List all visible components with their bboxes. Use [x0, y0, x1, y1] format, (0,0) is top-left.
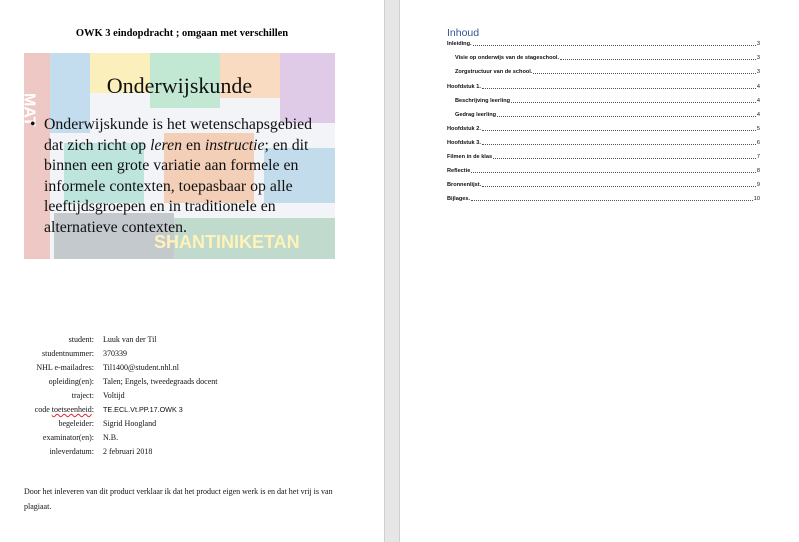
detail-value: 370339 — [103, 349, 127, 358]
bullet-text-part: Onderwijskunde is het wetenschapsgebied dat zich richt op — [44, 116, 313, 154]
toc-leader — [493, 157, 756, 159]
detail-label-prefix: code — [34, 405, 52, 414]
toc-leader — [511, 101, 756, 103]
detail-label: studentnummer: — [42, 349, 94, 358]
toc-entry-text: Zorgstructuur van de school. — [455, 69, 533, 75]
detail-label: NHL e-mailadres: — [36, 363, 94, 372]
toc-entry-page: 3 — [756, 41, 760, 47]
toc-entry[interactable] — [447, 84, 760, 90]
toc-entry-text: Reflectie — [447, 168, 471, 174]
detail-label: student: — [68, 335, 94, 344]
toc-entry-page: 10 — [753, 196, 760, 202]
detail-label-suffix: : — [91, 405, 94, 414]
toc-entry-text: Inleiding. — [447, 41, 472, 47]
detail-value: TE.ECL.Vt.PP.17.OWK 3 — [103, 405, 183, 414]
toc-entry-page: 5 — [756, 126, 760, 132]
detail-value: N.B. — [103, 433, 119, 442]
detail-label: begeleider: — [58, 419, 94, 428]
toc-leader — [482, 143, 756, 145]
detail-value: Luuk van der Til — [103, 335, 157, 344]
bullet-emphasis-instructie: instructie — [204, 136, 265, 154]
toc-entry[interactable] — [447, 55, 760, 61]
bullet-text-part: en — [182, 136, 205, 154]
detail-row-code — [0, 403, 384, 416]
toc-leader — [482, 87, 756, 89]
toc-entry-text: Bijlages. — [447, 196, 471, 202]
detail-row-examinator — [0, 431, 384, 444]
toc-entry[interactable] — [447, 41, 760, 47]
toc-entry[interactable] — [447, 126, 760, 132]
detail-row-studentnummer — [0, 347, 384, 360]
toc-entry-text: Hoofdstuk 3. — [447, 140, 481, 146]
slide-heading: Onderwijskunde — [106, 73, 253, 98]
detail-value: Voltijd — [103, 391, 125, 400]
toc-entry[interactable] — [447, 182, 760, 188]
toc-entry-text: Beschrijving leerling — [455, 98, 511, 104]
detail-row-inleverdatum — [0, 445, 384, 458]
toc-leader — [482, 129, 756, 131]
detail-value: 2 februari 2018 — [103, 447, 153, 456]
bullet-mark: • — [30, 116, 36, 133]
detail-label — [35, 403, 94, 416]
toc-leader — [482, 185, 756, 187]
toc-leader — [471, 171, 756, 173]
toc-entry[interactable] — [447, 69, 760, 75]
detail-row-traject — [0, 389, 384, 402]
toc-entry[interactable] — [447, 154, 760, 160]
detail-label: examinator(en): — [42, 433, 94, 442]
spelling-marked-word: toetseenheid — [51, 405, 92, 414]
detail-value: Sigrid Hoogland — [103, 419, 157, 428]
toc-entry-page: 8 — [756, 168, 760, 174]
toc-entry-page: 7 — [756, 154, 760, 160]
cover-page — [0, 0, 385, 542]
toc-heading: Inhoud — [447, 27, 480, 39]
detail-row-opleiding — [0, 375, 384, 388]
toc-entry[interactable] — [447, 140, 760, 146]
toc-leader — [471, 199, 753, 201]
detail-value: Til1400@student.nhl.nl — [103, 363, 179, 372]
detail-label: traject: — [71, 391, 94, 400]
detail-label: inleverdatum: — [49, 447, 94, 456]
detail-row-email — [0, 361, 384, 374]
detail-label: opleiding(en): — [48, 377, 94, 386]
cover-image — [24, 53, 335, 259]
toc-entry-page: 3 — [756, 69, 760, 75]
plagiarism-declaration: Door het inleveren van dit product verklaar ik dat het product eigen werk is en dat het vrij is van plagiaat. — [24, 487, 333, 511]
toc-entry[interactable] — [447, 112, 760, 118]
detail-row-student — [0, 333, 384, 346]
toc-entry-text: Filmen in de klas — [447, 154, 493, 160]
toc-entry-text: Gedrag leerling — [455, 112, 497, 118]
toc-leader — [533, 72, 755, 74]
toc-entry[interactable] — [447, 168, 760, 174]
toc-entry[interactable] — [447, 196, 760, 202]
slide-bullet — [30, 115, 327, 238]
bullet-emphasis-leren: leren — [150, 136, 183, 154]
bullet-text-part: ; en dit binnen een grote variatie aan formele en informele contexten, toepasbaar op alle leeftijdsgroepen en in traditionele en alternatieve contexten. — [44, 136, 309, 236]
document-title: OWK 3 eindopdracht ; omgaan met verschillen — [75, 28, 289, 39]
detail-value: Talen; Engels, tweedegraads docent — [103, 377, 218, 386]
toc-leader — [560, 58, 756, 60]
toc-entry-text: Hoofdstuk 1. — [447, 84, 481, 90]
toc-leader — [473, 44, 756, 46]
toc-entry-text: Hoofdstuk 2. — [447, 126, 481, 132]
toc-entry-text: Bronnenlijst. — [447, 182, 482, 188]
toc-entry-text: Visie op onderwijs van de stageschool. — [455, 55, 560, 61]
toc-entry-page: 3 — [756, 55, 760, 61]
toc-entry[interactable] — [447, 98, 760, 104]
toc-entry-page: 9 — [756, 182, 760, 188]
detail-row-begeleider — [0, 417, 384, 430]
toc-leader — [497, 115, 756, 117]
contents-page — [399, 0, 799, 542]
toc-entry-page: 6 — [756, 140, 760, 146]
toc-entry-page: 4 — [756, 112, 760, 118]
toc-entry-page: 4 — [756, 84, 760, 90]
toc-entry-page: 4 — [756, 98, 760, 104]
